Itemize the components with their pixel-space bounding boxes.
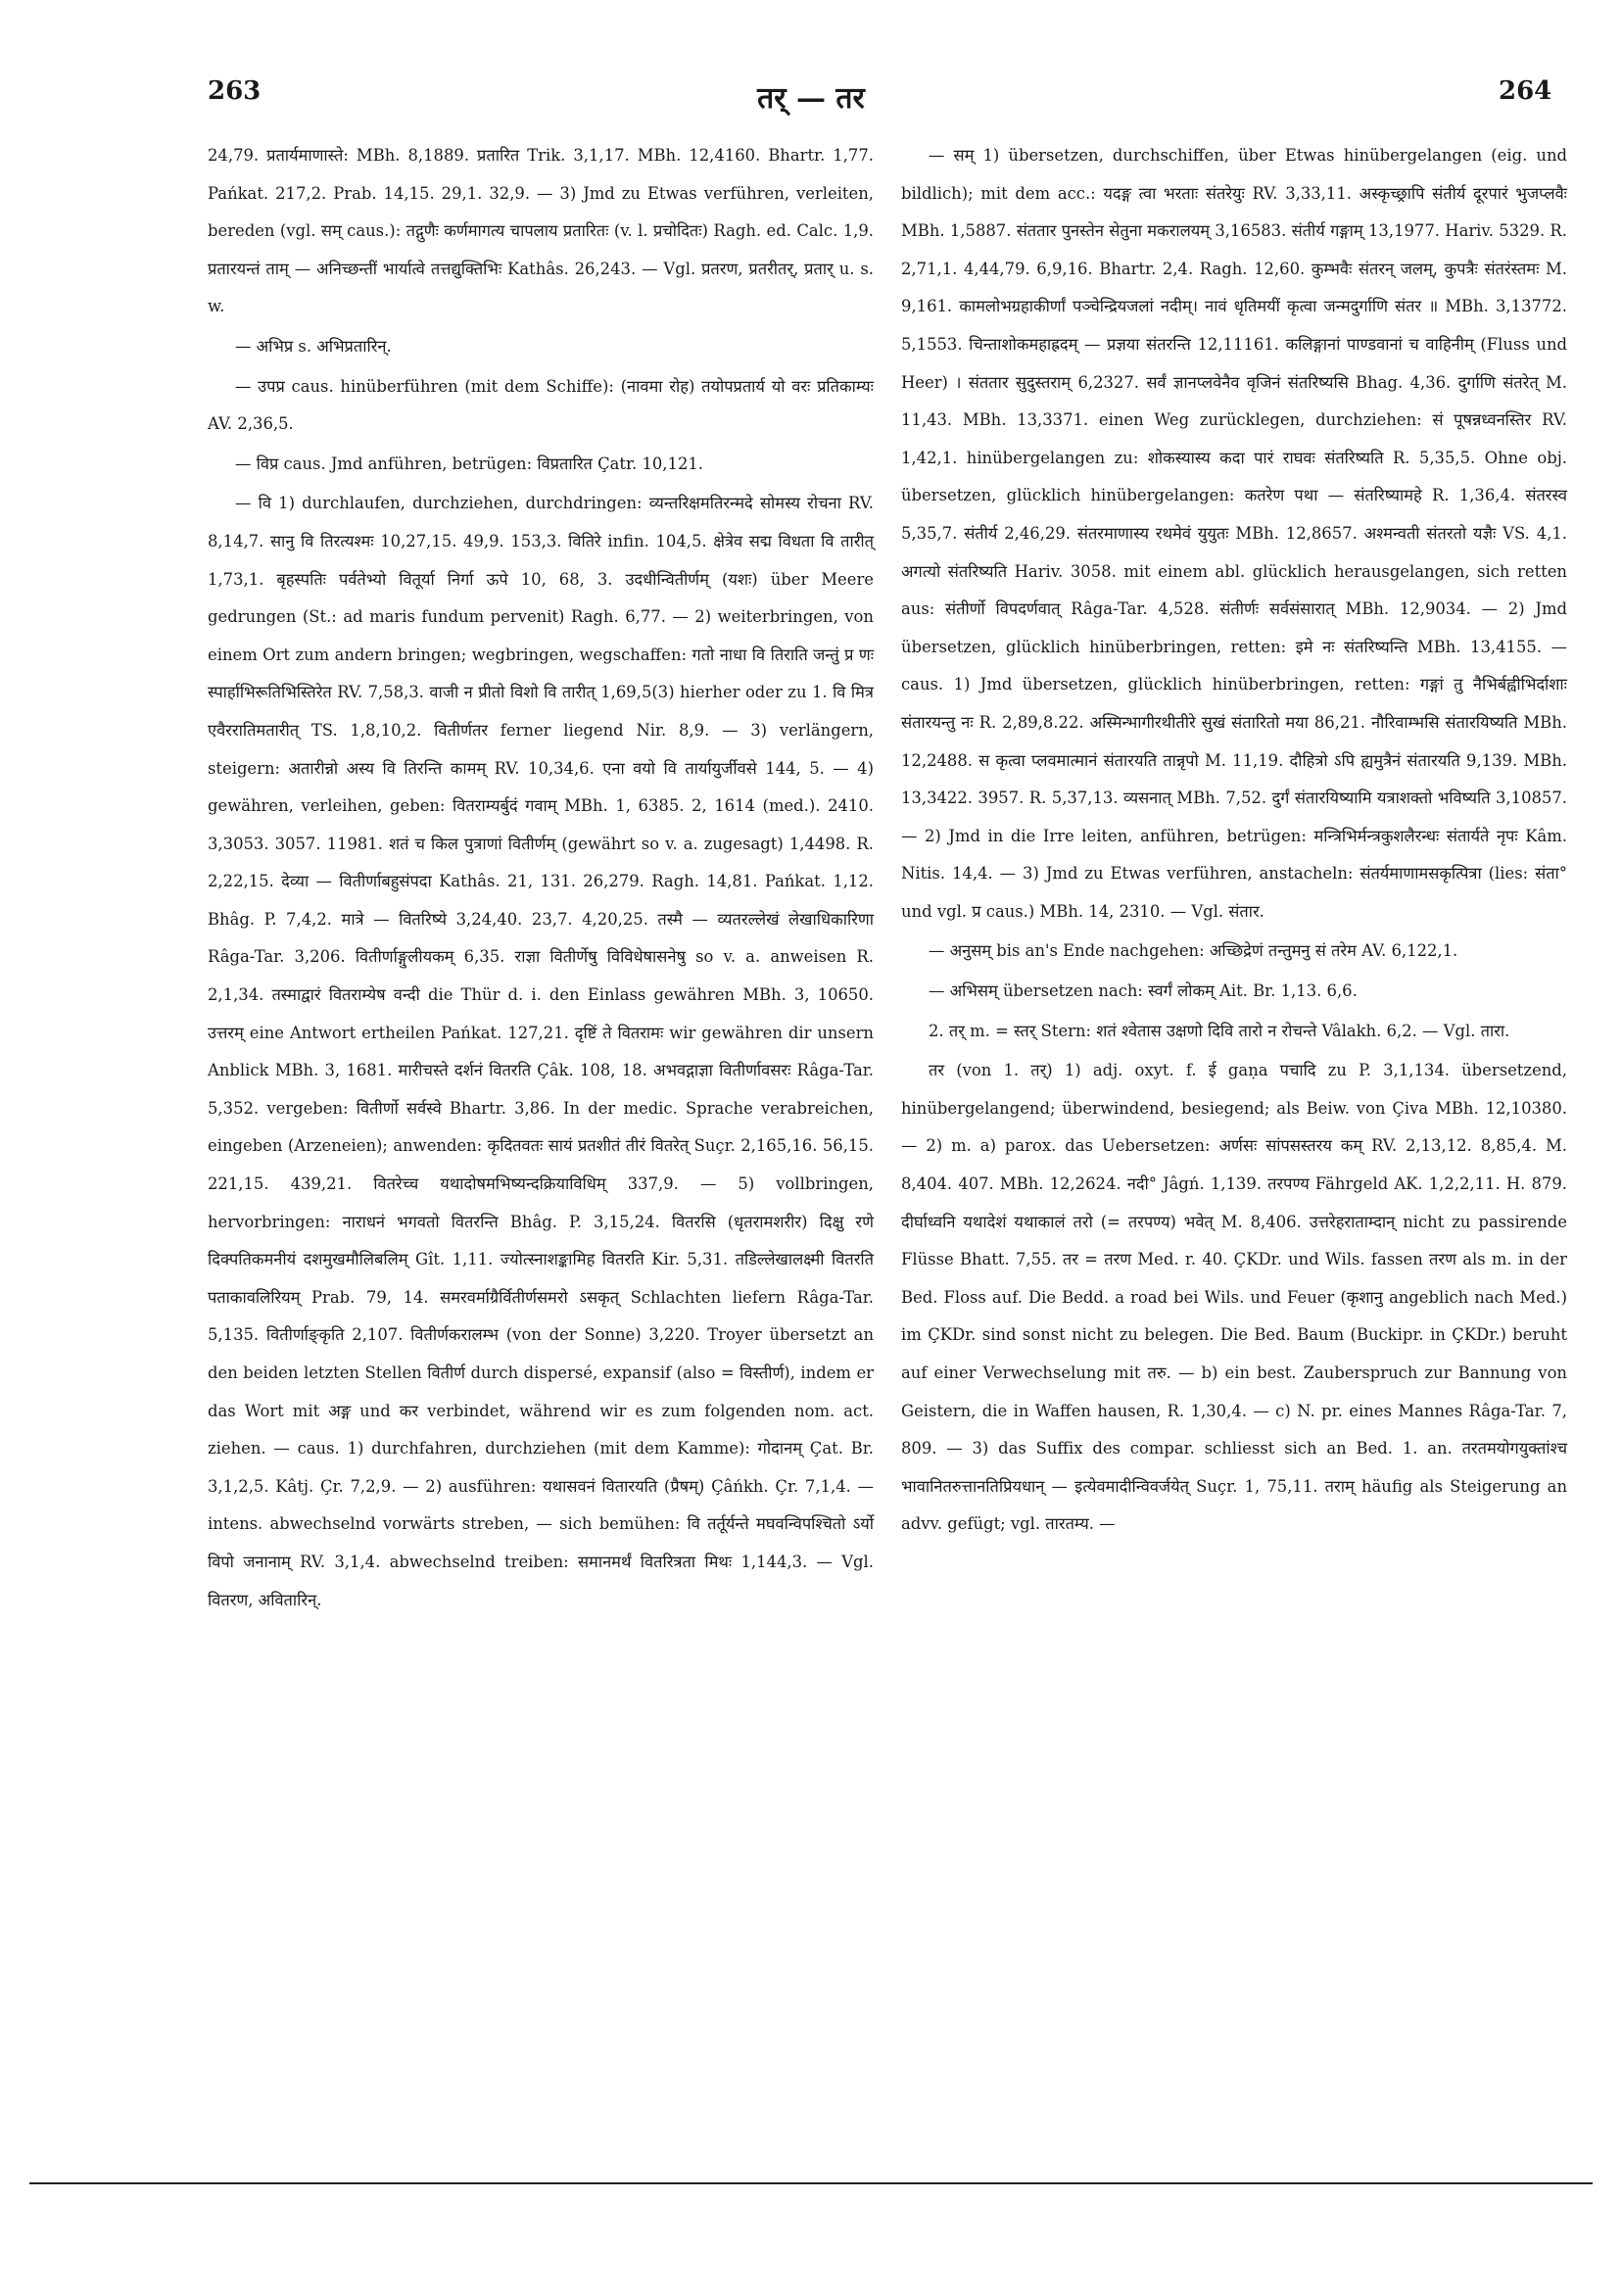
right-paragraph: — अभिसम् übersetzen nach: स्वर्गं लोकम् Ait. Br. 1,13. 6,6. [929,981,1358,1001]
right-paragraph: तर (von 1. तर्) 1) adj. oxyt. f. ई gaṇa पचादि zu P. 3,1,134. übersetzend, hinübergelangend; überwindend, besiegend; als Beiw. von Çiva MBh. 12,10380. — 2) m. a) parox. das Uebersetzen: अर्णसः सांपसस्तरय कम् RV. 2,13,12. 8,85,4. M. 8,404. 407. MBh. 12,2624. नदी° Jâgń. 1,139. तरपण्य Fährgeld AK. 1,2,2,11. H. 879. दीर्घाध्वनि यथादेशं यथाकालं तरो (= तरपण्य) भवेत् M. 8,406. उत्तरेहराताम्दान् nicht zu passirende Flüsse Bhatt. 7,55. तर = तरण Med. r. 40. ÇKDr. und Wils. fassen तरण als m. in der Bed. Floss auf. Die Bedd. a road bei Wils. und Feuer (कृशानु angeblich nach Med.) im ÇKDr. sind sonst nicht zu belegen. Die Bed. Baum (Buckipr. in ÇKDr.) beruht auf einer Verwechselung mit तरु. — b) ein best. Zauberspruch zur Bannung von Geistern, die in Waffen hausen, R. 1,30,4. — c) N. pr. eines Mannes Râga-Tar. 7, 809. — 3) das Suffix des compar. schliesst sich an Bed. 1. an. तरतमयोगयुक्तांश्च भावानितरुत्तानतिप्रियधान् — इत्येवमादीन्विवर्जयेत् Suçr. 1, 75,11. तराम् häufig als Steigerung an advv. gefügt; vgl. तारतम्य. — [901,1061,1567,1534]
page-number-right: 264 [1499,76,1552,106]
left-paragraph: 24,79. प्रतार्यमाणास्ते: MBh. 8,1889. प्रतारित Trik. 3,1,17. MBh. 12,4160. Bhartr. 1,77. Pańkat. 217,2. Prab. 14,15. 29,1. 32,9. — 3) Jmd zu Etwas verführen, verleiten, bereden (vgl. सम् caus.): तद्गुणैः कर्णमागत्य चापलाय प्रतारितः (v. l. प्रचोदितः) Ragh. ed. Calc. 1,9. प्रतारयन्तं ताम् — अनिच्छन्तीं भार्यात्वे तत्तद्युक्तिभिः Kathâs. 26,243. — Vgl. प्रतरण, प्रतरीतर्, प्रतार् u. s. w. [208,146,874,316]
right-paragraph: — सम् 1) übersetzen, durchschiffen, über Etwas hinübergelangen (eig. und bildlich); mit dem acc.: यदङ्ग त्वा भरताः संतरेयुः RV. 3,33,11. अस्कृच्छ्रापि संतीर्य दूरपारं भुजप्लवैः MBh. 1,5887. संततार पुनस्तेन सेतुना मकरालयम् 3,16583. संतीर्य गङ्गाम् 13,1977. Hariv. 5329. R. 2,71,1. 4,44,79. 6,9,16. Bhartr. 2,4. Ragh. 12,60. कुम्भवैः संतरन् जलम्, कुपत्रैः संतरंस्तमः M. 9,161. कामलोभग्रहाकीर्णां पञ्चेन्द्रियजलां नदीम्। नावं धृतिमयीं कृत्वा जन्मदुर्गाणि संतर ॥ MBh. 3,13772. 5,1553. चिन्ताशोकमहाह्रदम् — प्रज्ञया संतरन्ति 12,11161. कलिङ्गानां पाण्डवानां च वाहिनीम् (Fluss und Heer) । संततार सुदुस्तराम् 6,2327. सर्वं ज्ञानप्लवेनैव वृजिनं संतरिष्यसि Bhag. 4,36. दुर्गाणि संतरेत् M. 11,43. MBh. 13,3371. einen Weg zurücklegen, durchziehen: सं पूषन्नध्वनस्तिर RV. 1,42,1. hinübergelangen zu: शोकस्यास्य कदा पारं राघवः संतरिष्यति R. 5,35,5. Ohne obj. übersetzen, glücklich hinübergelangen: कतरेण पथा — संतरिष्यामहे R. 1,36,4. संतरस्व 5,35,7. संतीर्य 2,46,29. संतरमाणास्य रथमेवं युयुतः MBh. 12,8657. अश्मन्वती संतरतो यज्ञैः VS. 4,1. अगत्यो संतरिष्यति Hariv. 3058. mit einem abl. glücklich herausgelangen, sich retten aus: संतीर्णो विपदर्णवात् Râga-Tar. 4,528. संतीर्णः सर्वसंसारात् MBh. 12,9034. — 2) Jmd übersetzen, glücklich hinüberbringen, retten: इमे नः संतरिष्यन्ति MBh. 13,4155. — caus. 1) Jmd übersetzen, glücklich hinüberbringen, retten: गङ्गां तु नैभिर्बह्वीभिर्दाशाः संतारयन्तु नः R. 2,89,8.22. अस्मिन्भागीरथीतीरे सुखं संतारितो मया 86,21. नौरिवाम्भसि संतारयिष्यति MBh. 12,2488. स कृत्वा प्लवमात्मानं संतारयति तान्नृपो M. 11,19. दौहित्रो ऽपि ह्यमुत्रैनं संतारयति 9,139. MBh. 13,3422. 3957. R. 5,37,13. व्यसनात् MBh. 7,52. दुर्गं संतारयिष्यामि यत्राशक्तो भविष्यति 3,10857. — 2) Jmd in die Irre leiten, anführen, betrügen: मन्त्रिभिर्मन्त्रकुशलैरन्धः संतार्यते नृपः Kâm. Nitis. 14,4. — 3) Jmd zu Etwas verführen, anstacheln: संतर्यमाणामसकृत्पित्रा (lies: संता° und vgl. प्र caus.) MBh. 14, 2310. — Vgl. संतार. [901,146,1567,921]
running-head: तर् — तर [757,81,865,116]
page-number-left: 263 [208,76,262,106]
left-paragraph: — अभिप्र s. अभिप्रतारिन्. [235,336,392,356]
left-paragraph: — विप्र caus. Jmd anführen, betrügen: विप्रतारित Çatr. 10,121. [235,454,704,473]
left-paragraph: — वि 1) durchlaufen, durchziehen, durchdringen: व्यन्तरिक्षमतिरन्मदे सोमस्य रोचना RV. 8,14,7. सानु वि तिरत्यश्मः 10,27,15. 49,9. 153,3. वितिरे infin. 104,5. क्षेत्रेव सद्म विधता वि तारीत् 1,73,1. बृहस्पतिः पर्वतेभ्यो वितूर्या निर्गा ऊपे 10, 68, 3. उदधीन्वितीर्णम् (यशः) über Meere gedrungen (St.: ad maris fundum pervenit) Ragh. 6,77. — 2) weiterbringen, von einem Ort zum andern bringen; wegbringen, wegschaffen: गतो नाधा वि तिराति जन्तुं प्र णः स्पार्हाभिरूतिभिस्तिरेत RV. 7,58,3. वाजी न प्रीतो विशो वि तारीत् 1,69,5(3) hierher oder zu 1. वि मित्र एवैररातिमतारीत् TS. 1,8,10,2. वितीर्णतर ferner liegend Nir. 8,9. — 3) verlängern, steigern: अतारीन्नो अस्य वि तिरन्ति कामम् RV. 10,34,6. एना वयो वि तार्यायुर्जीवसे 144, 5. — 4) gewähren, verleihen, geben: वितराम्यर्बुदं गवाम् MBh. 1, 6385. 2, 1614 (med.). 2410. 3,3053. 3057. 11981. शतं च किल पुत्राणां वितीर्णम् (gewährt so v. a. zugesagt) 1,4498. R. 2,22,15. देव्या — वितीर्णाबहुसंपदा Kathâs. 21, 131. 26,279. Ragh. 14,81. Pańkat. 1,12. Bhâg. P. 7,4,2. मात्रे — वितरिष्ये 3,24,40. 23,7. 4,20,25. तस्मै — व्यतरल्लेखं लेखाधिकारिणा Râga-Tar. 3,206. वितीर्णाङ्गुलीयकम् 6,35. राज्ञा वितीर्णेषु विविधेषासनेषु so v. a. anweisen R. 2,1,34. तस्माद्वारं वितराम्येष वन्दी die Thür d. i. den Einlass gewähren MBh. 3, 10650. उत्तरम् eine Antwort ertheilen Pańkat. 127,21. दृष्टिं ते वितरामः wir gewähren dir unsern Anblick MBh. 3, 1681. मारीचस्ते दर्शनं वितरति Çâk. 108, 18. अभवद्गाज्ञा वितीर्णावसरः Râga-Tar. 5,352. vergeben: वितीर्णो सर्वस्वे Bhartr. 3,86. In der medic. Sprache verabreichen, eingeben (Arzeneien); anwenden: कृदितवतः सायं प्रतशीतं तीरं वितरेत् Suçr. 2,165,16. 56,15. 221,15. 439,21. वितरेच्च यथादोषमभिष्यन्दक्रियाविधिम् 337,9. — 5) vollbringen, hervorbringen: नाराधनं भगवतो वितरन्ति Bhâg. P. 3,15,24. वितरसि (धृतरामशरीर) दिक्षु रणे दिक्पतिकमनीयं दशमुखमौलिबलिम् Gît. 1,11. ज्योत्स्नाशङ्कामिह वितरति Kir. 5,31. तडिल्लेखालक्ष्मी वितरति पताकावलिरियम् Prab. 79, 14. समरवर्माग्रैर्वितीर्णसमरो ऽसकृत् Schlachten liefern Râga-Tar. 5,135. वितीर्णाङ्कृति 2,107. वितीर्णकरालम्भ (von der Sonne) 3,220. Troyer übersetzt an den beiden letzten Stellen वितीर्ण durch dispersé, expansif (also = विस्तीर्ण), indem er das Wort mit अङ्ग und कर verbindet, während wir es zum folgenden nom. act. ziehen. — caus. 1) durchfahren, durchziehen (mit dem Kamme): गोदानम् Çat. Br. 3,1,2,5. Kâtj. Çr. 7,2,9. — 2) ausführen: यथासवनं वितारयति (प्रैषम्) Çâńkh. Çr. 7,1,4. — intens. abwechselnd vorwärts streben, — sich bemühen: वि तर्तूर्यन्ते मघवन्विपश्चितो ऽर्यो विपो जनानाम् RV. 3,1,4. abwechselnd treiben: समानमर्थं वितरित्रता मिथः 1,144,3. — Vgl. वितरण, अवितारिन्. [208,494,874,1609]
right-column [901,137,1567,1544]
right-paragraph: 2. तर् m. = स्तर् Stern: शतं श्वेतास उक्षणो दिवि तारो न रोचन्ते Vâlakh. 6,2. — Vgl. तारा. [929,1021,1510,1040]
page-header [0,76,1622,135]
left-paragraph: — उपप्र caus. hinüberführen (mit dem Schiffe): (नावमा रोह) तयोपप्रतार्य यो वरः प्रतिकाम्यः AV. 2,36,5. [208,376,874,434]
bottom-rule [29,2182,1593,2184]
left-column [208,137,874,1619]
right-paragraph: — अनुसम् bis an's Ende nachgehen: अच्छिद्रेणं तन्तुमनु सं तरेम AV. 6,122,1. [929,941,1458,961]
